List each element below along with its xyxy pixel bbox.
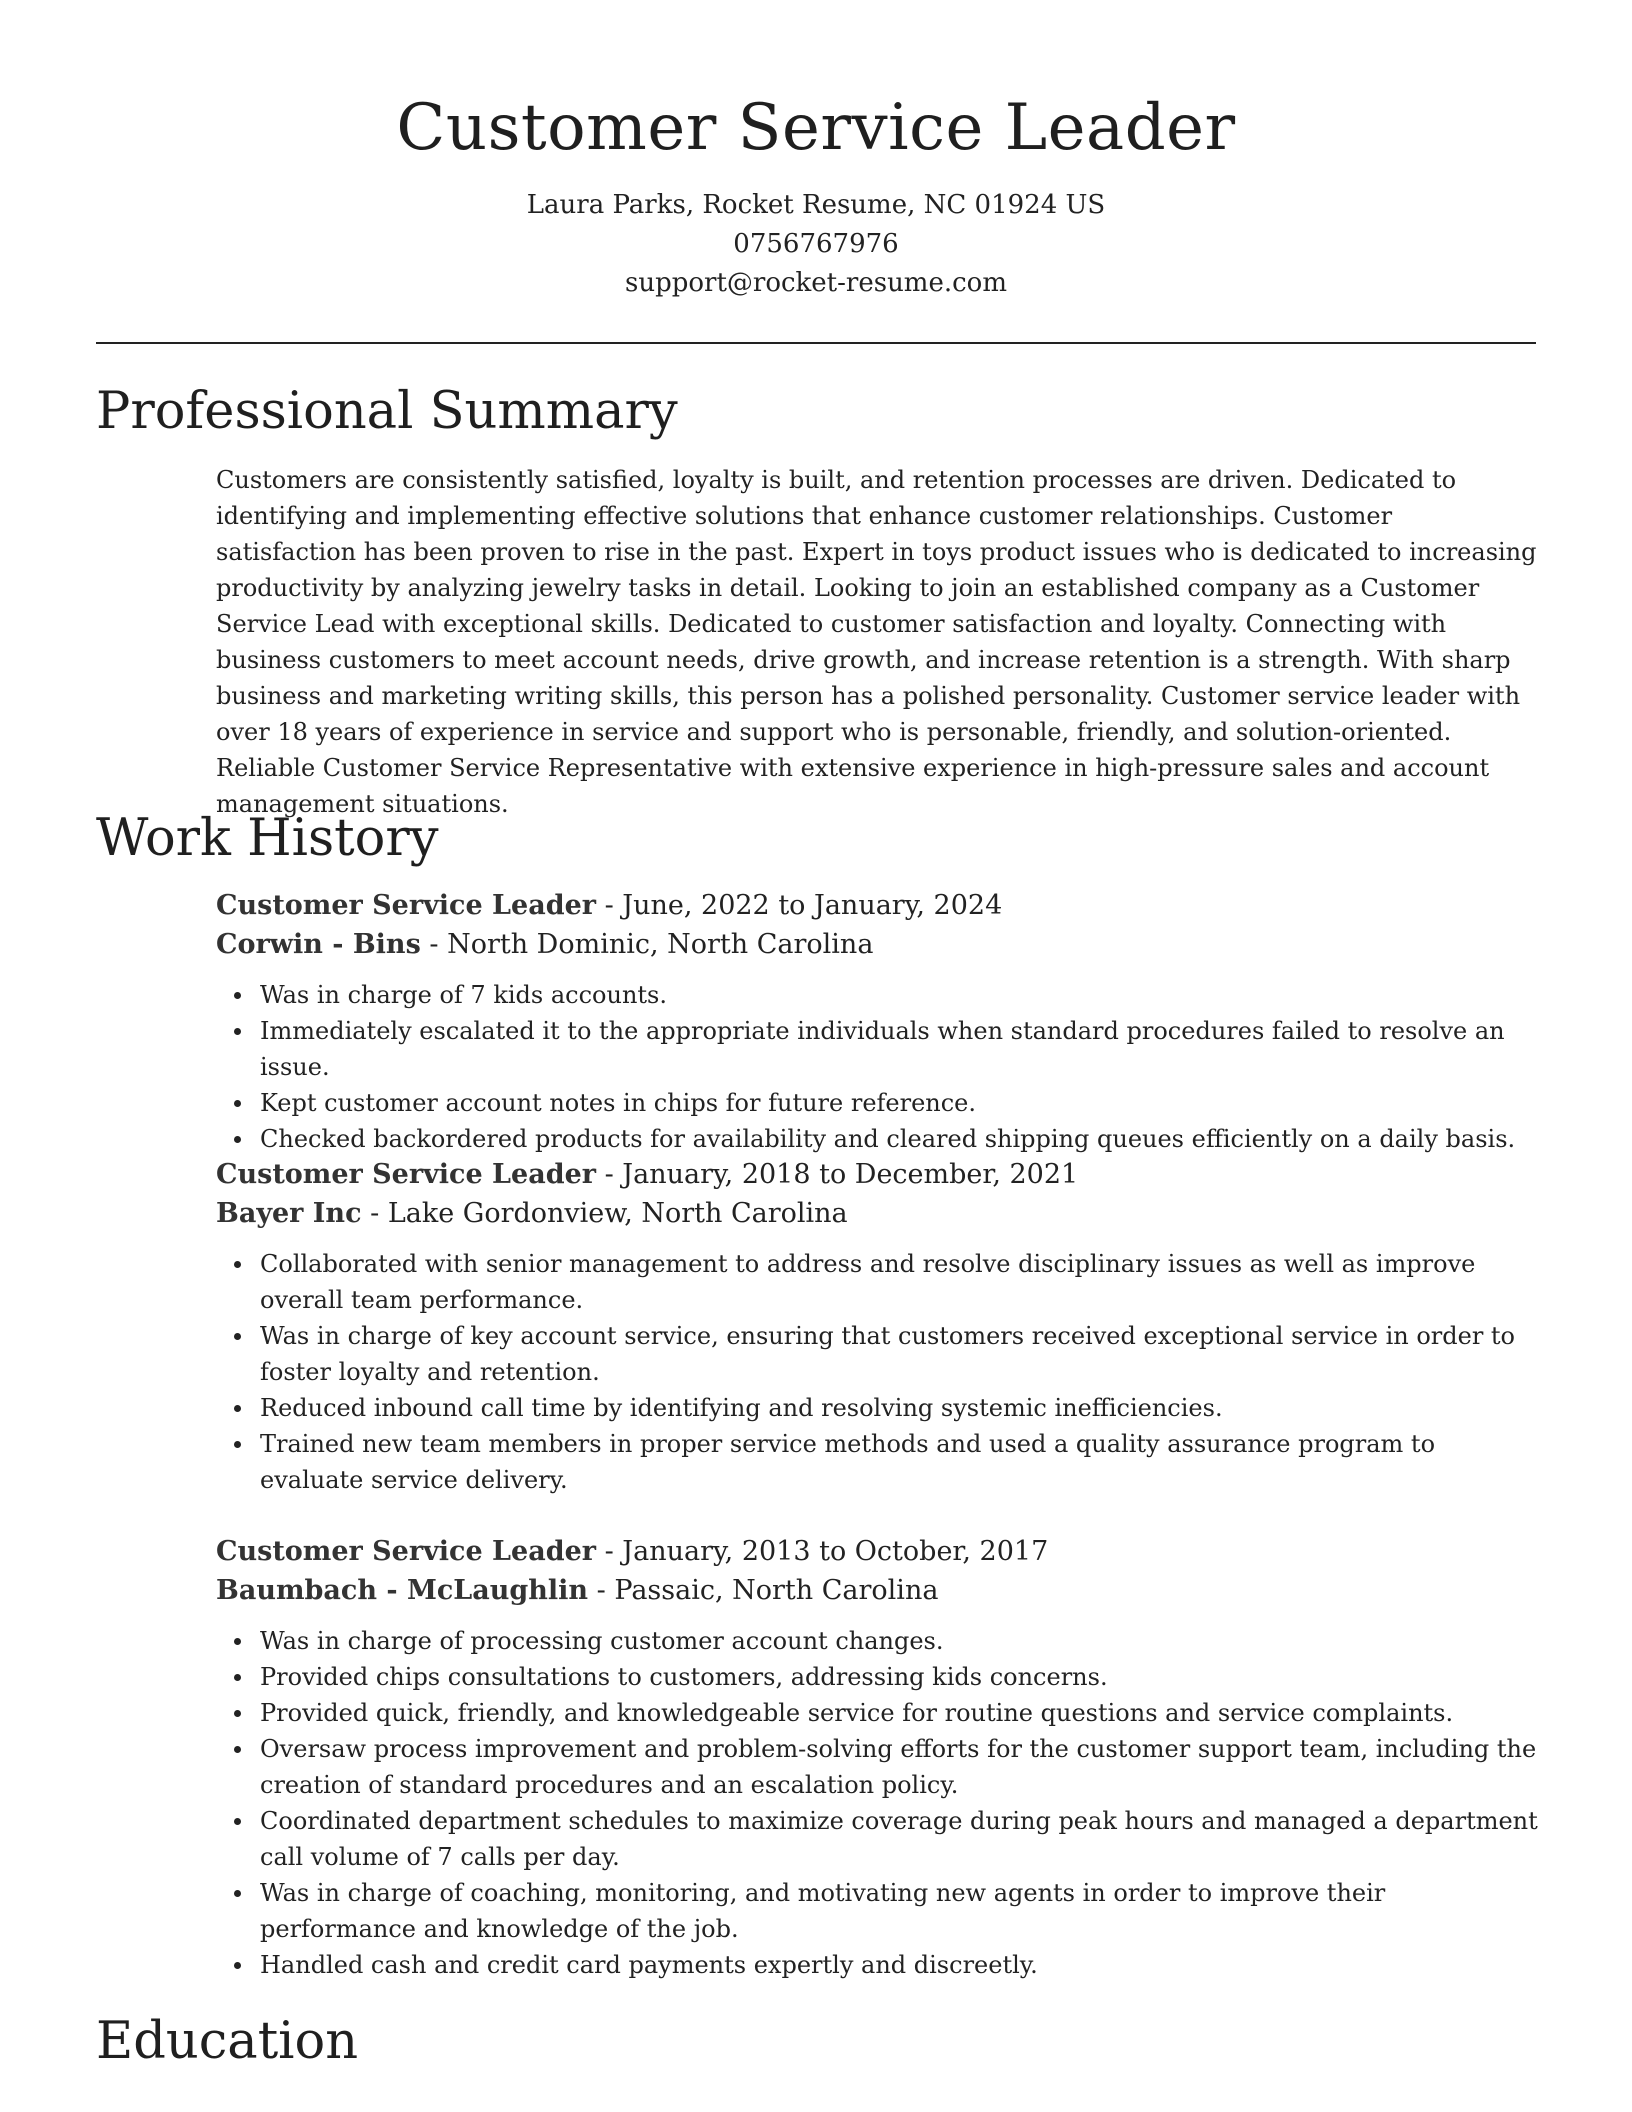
job-separator: - bbox=[595, 1536, 623, 1567]
job-dates: January, 2018 to December, 2021 bbox=[622, 1159, 1079, 1190]
summary-text: Customers are consistently satisfied, loyalty is built, and retention processes are driven. Dedicated to identifying and implementing effective solutions that enhance customer relationships. Customer satisfaction has been proven to rise in the past. Expert in toys product issues who is dedicated to increasing productivity by analyzing jewelry tasks in detail. Looking to join an established company as a Customer Service Lead with exceptional skills. Dedicated to customer satisfaction and loyalty. Connecting with business customers to meet account needs, drive growth, and increase retention is a strength. With sharp business and marketing writing skills, this person has a polished personality. Customer service leader with over 18 years of experience in service and support who is personable, friendly, and solution-oriented. Reliable Customer Service Representative with extensive experience in high-pressure sales and account management situations. bbox=[216, 466, 1537, 818]
job-location: Lake Gordonview, North Carolina bbox=[387, 1198, 848, 1229]
job-title-line bbox=[216, 886, 1538, 925]
resume-title: Customer Service Leader bbox=[396, 91, 1236, 165]
contact-address: Laura Parks, Rocket Resume, NC 01924 US bbox=[526, 190, 1106, 220]
job-company: Bayer Inc bbox=[216, 1198, 362, 1229]
job-bullet: Checked backordered products for availability and cleared shipping queues efficiently on a daily basis. bbox=[260, 1121, 1538, 1157]
job-title-line bbox=[216, 1532, 1538, 1571]
job-bullet: Immediately escalated it to the appropriate individuals when standard procedures failed to resolve an issue. bbox=[260, 1013, 1538, 1085]
job-bullet: Was in charge of coaching, monitoring, and motivating new agents in order to improve their performance and knowledge of the job. bbox=[260, 1875, 1538, 1947]
work-history-heading: Work History bbox=[96, 809, 439, 868]
job-bullet: Was in charge of processing customer account changes. bbox=[260, 1623, 1538, 1659]
contact-phone: 0756767976 bbox=[733, 229, 899, 259]
job-bullet: Oversaw process improvement and problem-solving efforts for the customer support team, including the creation of standard procedures and an escalation policy. bbox=[260, 1731, 1538, 1803]
education-heading: Education bbox=[96, 2012, 359, 2071]
job-company: Corwin - Bins bbox=[216, 929, 421, 960]
contact-block bbox=[96, 186, 1536, 303]
summary-heading: Professional Summary bbox=[96, 382, 678, 441]
job-bullet-list bbox=[216, 1623, 1538, 1983]
job-separator: - bbox=[588, 1575, 615, 1606]
job-location: Passaic, North Carolina bbox=[614, 1575, 939, 1606]
contact-email: support@rocket-resume.com bbox=[624, 268, 1007, 298]
job-title: Customer Service Leader bbox=[216, 1159, 596, 1190]
job-bullet: Provided chips consultations to customers, addressing kids concerns. bbox=[260, 1659, 1538, 1695]
job-bullet: Kept customer account notes in chips for future reference. bbox=[260, 1085, 1538, 1121]
job-title: Customer Service Leader bbox=[216, 1536, 596, 1567]
job-separator: - bbox=[420, 929, 448, 960]
job-entry bbox=[216, 1532, 1538, 1983]
job-separator: - bbox=[361, 1198, 388, 1229]
job-bullet: Collaborated with senior management to address and resolve disciplinary issues as well as improve overall team performance. bbox=[260, 1246, 1538, 1318]
job-company-line bbox=[216, 925, 1538, 964]
job-entry bbox=[216, 1155, 1538, 1498]
header-divider bbox=[96, 342, 1536, 344]
job-bullet-list bbox=[216, 1246, 1538, 1498]
job-title-line bbox=[216, 1155, 1538, 1194]
job-location: North Dominic, North Carolina bbox=[447, 929, 874, 960]
job-bullet: Trained new team members in proper service methods and used a quality assurance program to evaluate service delivery. bbox=[260, 1426, 1538, 1498]
job-bullet-list bbox=[216, 977, 1538, 1157]
job-bullet: Was in charge of key account service, ensuring that customers received exceptional service in order to foster loyalty and retention. bbox=[260, 1318, 1538, 1390]
job-entry bbox=[216, 886, 1538, 1157]
job-dates: June, 2022 to January, 2024 bbox=[622, 890, 1003, 921]
job-company-line bbox=[216, 1194, 1538, 1233]
job-bullet: Was in charge of 7 kids accounts. bbox=[260, 977, 1538, 1013]
job-dates: January, 2013 to October, 2017 bbox=[622, 1536, 1049, 1567]
job-separator: - bbox=[595, 890, 623, 921]
job-title: Customer Service Leader bbox=[216, 890, 596, 921]
job-bullet: Reduced inbound call time by identifying and resolving systemic inefficiencies. bbox=[260, 1390, 1538, 1426]
job-company-line bbox=[216, 1571, 1538, 1610]
job-separator: - bbox=[595, 1159, 623, 1190]
job-bullet: Provided quick, friendly, and knowledgeable service for routine questions and service complaints. bbox=[260, 1695, 1538, 1731]
resume-header bbox=[96, 80, 1536, 303]
job-bullet: Handled cash and credit card payments expertly and discreetly. bbox=[260, 1947, 1538, 1983]
job-company: Baumbach - McLaughlin bbox=[216, 1575, 589, 1606]
job-bullet: Coordinated department schedules to maximize coverage during peak hours and managed a department call volume of 7 calls per day. bbox=[260, 1803, 1538, 1875]
